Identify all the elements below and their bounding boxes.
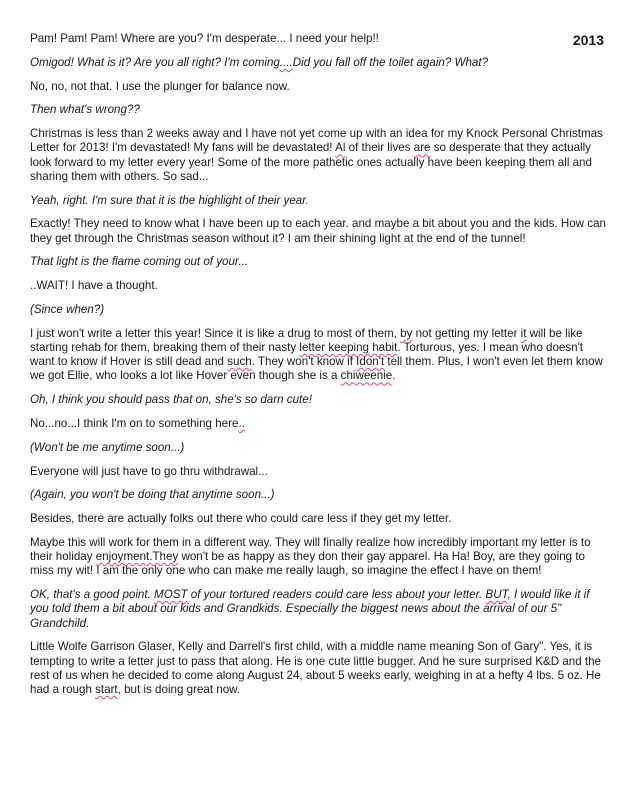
text-segment: No, no, not that. I use the plunger for balance now.	[30, 79, 290, 93]
gary-line	[30, 536, 608, 579]
text-segment: . They won't know if	[251, 355, 357, 369]
text-segment: OK, that's a good point.	[30, 588, 155, 602]
year-heading: 2013	[572, 32, 604, 48]
gary-line	[30, 32, 608, 46]
text-segment: Did you fall off the toilet again? What?	[292, 55, 489, 69]
text-segment: Then what's wrong??	[30, 103, 140, 117]
flagged-word: ....	[279, 55, 293, 69]
text-segment: , I would like it if you told them a bit about our kids and Grandkids. Especially the biggest news about the arrival of our 5" Grandchild.	[30, 588, 590, 630]
gary-line	[30, 327, 608, 384]
text-segment: Besides, there are actually folks out there who could care less if they get my letter.	[30, 512, 452, 526]
gary-line	[30, 217, 608, 245]
text-segment: I just won't write a letter this year! Since it is like a drug to most of them,	[30, 326, 401, 340]
gary-line	[30, 465, 608, 479]
flagged-word: are	[413, 141, 431, 155]
text-segment: No...no...I think I'm on to something here	[30, 416, 239, 430]
text-segment: That light is the flame coming out of your...	[30, 255, 249, 269]
gary-line	[30, 80, 608, 94]
flagged-word: Idon't	[356, 355, 385, 369]
text-segment: Christmas is less than 2 weeks away and I have not yet come up with an idea for my Knock Personal Christmas Letter for 2013! I'm devastated! My fans will be devastated!	[30, 127, 603, 155]
text-segment: Little Wolfe Garrison Glaser, Kelly and Darrell's first child, with a middle name meaning Son of Gary". Yes, it is tempting to write a letter just to pass that along. He is one cute little bugger. And he sure surprised K&D and the rest of us when he decided to come along August 24, about 5 weeks early, weighing in at a hefty 4 lbs. 5 oz. He had a rough	[30, 640, 601, 696]
pam-line	[30, 441, 608, 455]
text-segment: of their lives	[345, 141, 414, 155]
gary-line	[30, 640, 608, 697]
text-segment: . Torturous, yes. I mean who doesn't want to know if Hover is still dead and	[30, 340, 584, 369]
flagged-word: enjoyment.They	[95, 550, 179, 564]
text-segment: Maybe this will work for them in a different way. They will finally realize how incredibly important my letter is to their holiday	[30, 535, 591, 564]
flagged-word: MOST	[154, 588, 188, 602]
flagged-word: Al	[335, 141, 346, 155]
flagged-word: start	[95, 682, 118, 696]
text-segment: so desperate that they actually look forward to my letter every year! Some of the more pathetic ones actually have been keeping them all and sharing them with others. So sad...	[30, 141, 592, 183]
pam-line	[30, 393, 608, 407]
gary-line	[30, 512, 608, 526]
text-segment: of your tortured readers could care less about your letter.	[187, 588, 486, 602]
text-segment: tell them. Plus, I won't even let them know we got Ellie, who looks a lot like Hover even though she is a	[30, 355, 603, 383]
text-segment: Everyone will just have to go thru withdrawal...	[30, 464, 268, 478]
flagged-word: by	[400, 326, 413, 340]
text-segment: (Again, you won't be doing that anytime soon...)	[30, 488, 275, 502]
pam-line	[30, 255, 608, 269]
text-segment: Oh, I think you should pass that on, she's so darn cute!	[30, 393, 312, 407]
text-segment: Yeah, right. I'm sure that it is the highlight of their year.	[30, 193, 309, 207]
pam-line	[30, 488, 608, 502]
flagged-word: letter keeping habit	[299, 340, 398, 354]
text-segment: , but is doing great now.	[117, 682, 241, 696]
flagged-word: ..	[238, 416, 245, 430]
text-segment: Pam! Pam! Pam! Where are you? I'm desperate... I need your help!!	[30, 32, 379, 45]
flagged-word: it	[520, 326, 527, 340]
gary-line	[30, 279, 608, 293]
text-segment: not getting my letter	[412, 326, 521, 340]
flagged-word: BUT	[485, 588, 508, 602]
pam-line	[30, 56, 608, 70]
pam-line	[30, 588, 608, 631]
text-segment: (Won't be me anytime soon...)	[30, 440, 185, 454]
pam-line	[30, 194, 608, 208]
flagged-word: chiweenie	[340, 369, 393, 383]
text-segment: (Since when?)	[30, 302, 105, 316]
gary-line	[30, 127, 608, 184]
pam-line	[30, 103, 608, 117]
text-segment: ..WAIT! I have a thought.	[30, 279, 158, 293]
text-segment: will be like starting rehab for them, breaking them of their nasty	[30, 326, 583, 354]
text-segment: won't be as happy as they don their gay apparel. Ha Ha! Boy, are they going to miss my wit! I am the only one who can make me really laugh, so imagine the effect I have on them!	[30, 550, 585, 578]
text-segment: Exactly! They need to know what I have been up to each year. and maybe a bit about you and the kids. How can they get through the Christmas season without it? I am their shining light at the end of the tunnel!	[30, 217, 606, 245]
pam-line	[30, 303, 608, 317]
letter-body	[30, 32, 608, 707]
text-segment: Omigod! What is it? Are you all right? I'm coming	[30, 55, 280, 69]
flagged-word: such	[227, 355, 252, 369]
gary-line	[30, 417, 608, 431]
text-segment: .	[392, 369, 396, 383]
